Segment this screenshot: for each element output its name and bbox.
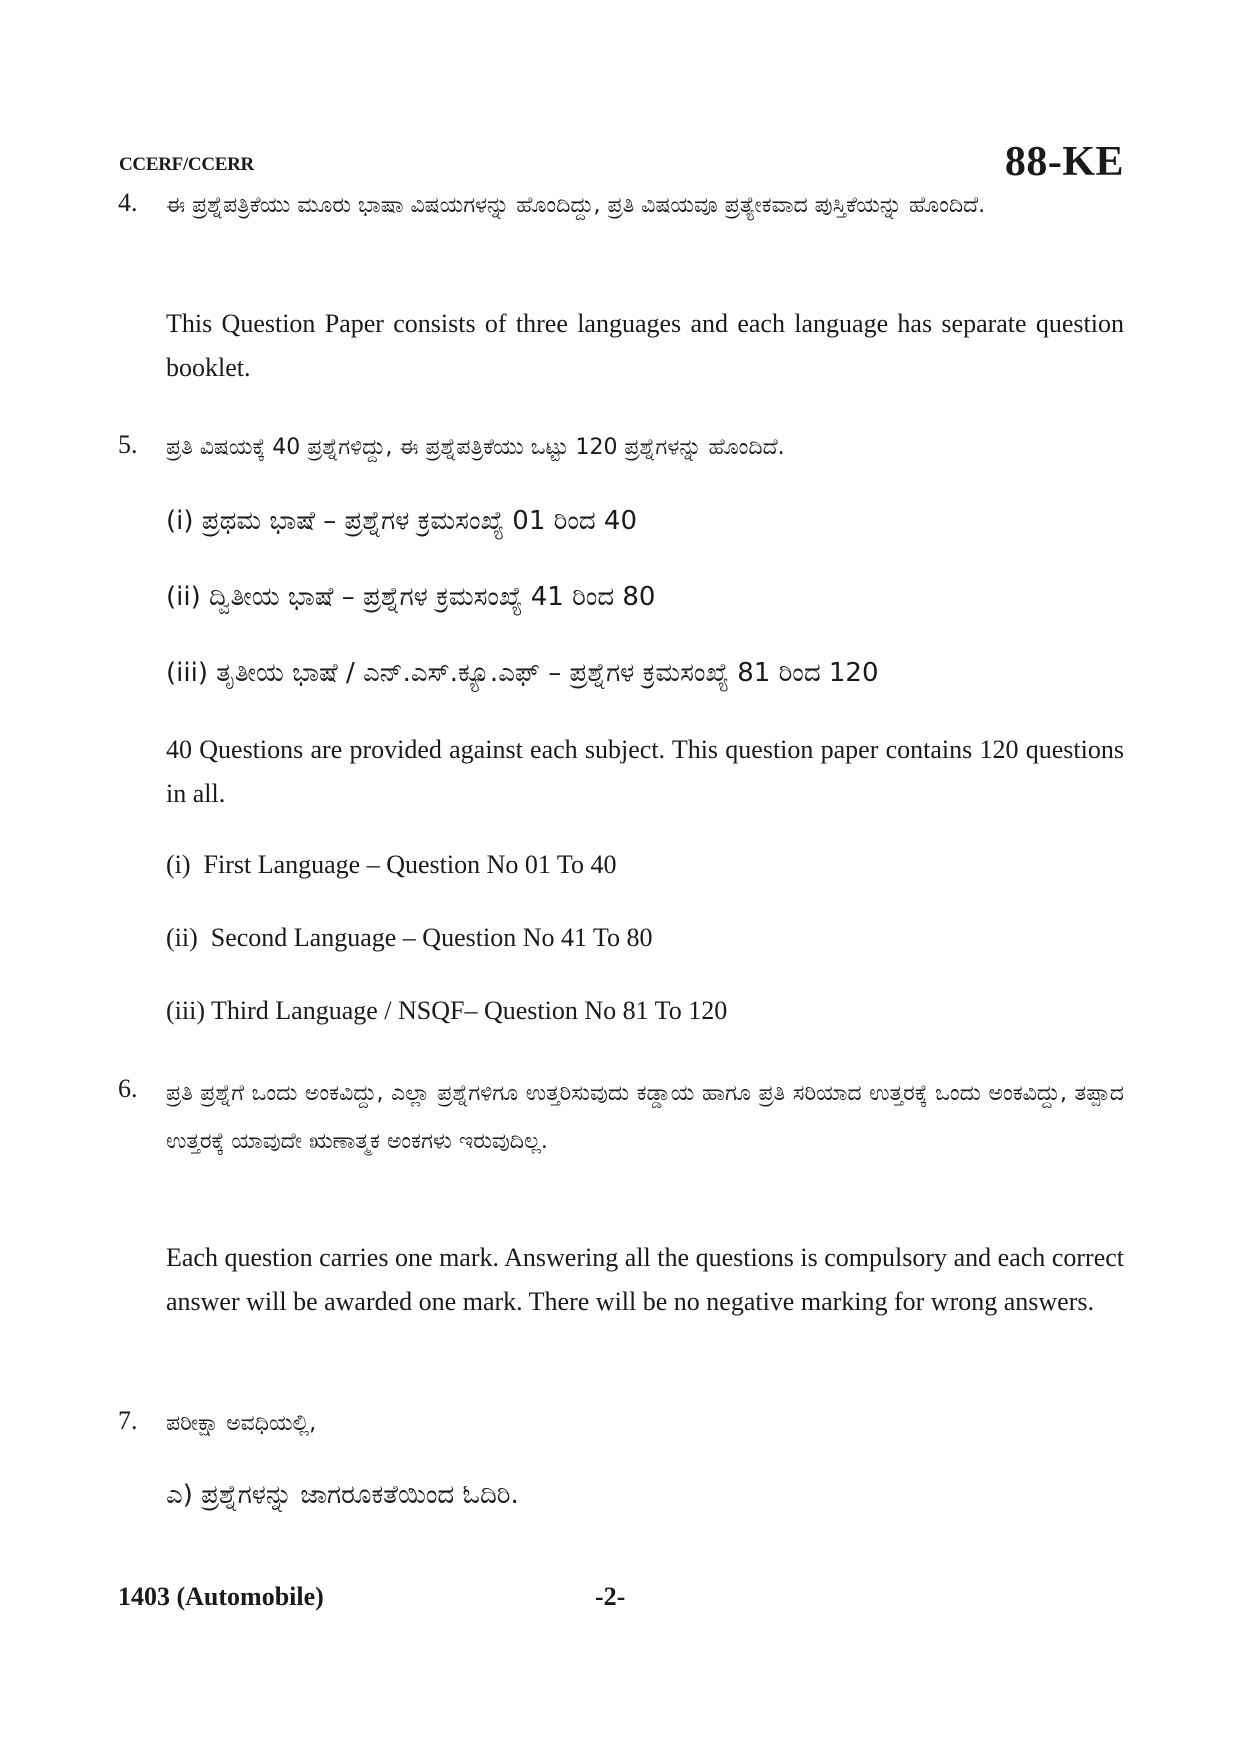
paper-code: 88-KE [1004,139,1124,185]
item-5-number: 5. [118,430,138,459]
item-5-kannada: ಪ್ರತಿ ವಿಷಯಕ್ಕೆ 40 ಪ್ರಶ್ನೆಗಳಿದ್ದು, ಈ ಪ್ರಶ್ನೆಪತ್ರಿಕೆಯು ಒಟ್ಟು 120 ಪ್ರಶ್ನೆಗಳನ್ನು ಹೊಂದಿದೆ. [166,435,785,460]
item-6-kannada: ಪ್ರತಿ ಪ್ರಶ್ನೆಗೆ ಒಂದು ಅಂಕವಿದ್ದು, ಎಲ್ಲಾ ಪ್ರಶ್ನೆಗಳಿಗೂ ಉತ್ತರಿಸುವುದು ಕಡ್ಡಾಯ ಹಾಗೂ ಪ್ರತಿ ಸರಿಯಾದ ಉತ್ತರಕ್ಕೆ ಒಂದು ಅಂಕವಿದ್ದು, ತಪ್ಪಾದ ಉತ್ತರಕ್ಕೆ ಯಾವುದೇ ಋಣಾತ್ಮಕ ಅಂಕಗಳು ಇರುವುದಿಲ್ಲ. [166,1081,1124,1154]
item-5-kannada-list-1: (i) ಪ್ರಥಮ ಭಾಷೆ – ಪ್ರಶ್ನೆಗಳ ಕ್ರಮಸಂಖ್ಯೆ 01 ರಿಂದ 40 [166,506,638,536]
item-5-english-list-1: (i) First Language – Question No 01 To 40 [166,850,617,879]
page-number: -2- [595,1582,626,1611]
item-5-kannada-list-2: (ii) ದ್ವಿತೀಯ ಭಾಷೆ – ಪ್ರಶ್ನೆಗಳ ಕ್ರಮಸಂಖ್ಯೆ 41 ರಿಂದ 80 [166,582,656,612]
item-5-english-list-3: (iii) Third Language / NSQF– Question No 81 To 120 [166,996,728,1025]
item-6-number: 6. [118,1074,138,1103]
item-5-english: 40 Questions are provided against each subject. This question paper contains 120 questions in all. [166,735,1124,808]
footer-subject: 1403 (Automobile) [118,1582,324,1611]
item-7-kannada: ಪರೀಕ್ಷಾ ಅವಧಿಯಲ್ಲಿ, [166,1411,317,1436]
item-4-english: This Question Paper consists of three languages and each language has separate question booklet. [166,309,1124,382]
item-5-kannada-list-3: (iii) ತೃತೀಯ ಭಾಷೆ / ಎನ್.ಎಸ್.ಕ್ಯೂ.ಎಫ್ – ಪ್ರಶ್ನೆಗಳ ಕ್ರಮಸಂಖ್ಯೆ 81 ರಿಂದ 120 [166,658,879,688]
item-7-number: 7. [118,1406,138,1435]
item-6-english: Each question carries one mark. Answering all the questions is compulsory and each correct answer will be awarded one mark. There will be no negative marking for wrong answers. [166,1243,1124,1316]
item-7-sub-a: ಎ) ಪ್ರಶ್ನೆಗಳನ್ನು ಜಾಗರೂಕತೆಯಿಂದ ಓದಿರಿ. [166,1480,519,1510]
header-code: CCERF/CCERR [119,154,254,175]
item-4-kannada: ಈ ಪ್ರಶ್ನೆಪತ್ರಿಕೆಯು ಮೂರು ಭಾಷಾ ವಿಷಯಗಳನ್ನು ಹೊಂದಿದ್ದು, ಪ್ರತಿ ವಿಷಯವೂ ಪ್ರತ್ಯೇಕವಾದ ಪುಸ್ತಿಕೆಯನ್ನು ಹೊಂದಿದೆ. [166,193,986,218]
item-4-number: 4. [118,188,138,217]
item-5-english-list-2: (ii) Second Language – Question No 41 To 80 [166,923,653,952]
